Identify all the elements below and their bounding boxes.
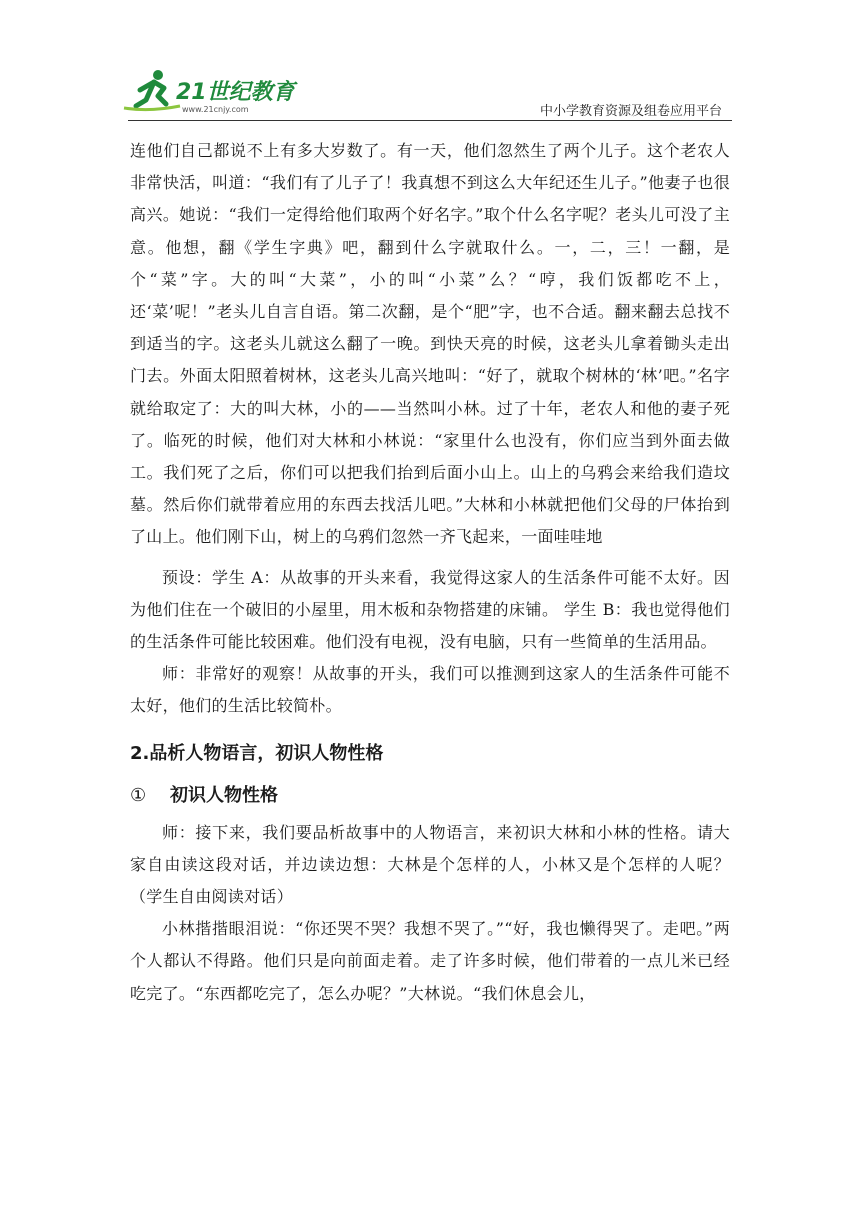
teacher-paragraph-1: 师：非常好的观察！从故事的开头，我们可以推测到这家人的生活条件可能不太好，他们的生活比较简朴。: [130, 664, 730, 716]
document-body: [130, 135, 730, 1010]
page-header: [0, 0, 860, 125]
dialogue-paragraph: 小林揩揩眼泪说：“你还哭不哭？我想不哭了。”“好，我也懒得哭了。走吧。”两个人都认不得路。他们只是向前面走着。走了许多时候，他们带着的一点儿米已经吃完了。“东西都吃完了，怎么办呢？”大林说。“我们休息会儿，: [130, 919, 730, 1003]
story-paragraph: 连他们自己都说不上有多大岁数了。有一天，他们忽然生了两个儿子。这个老农人非常快活，叫道：“我们有了儿子了！我真想不到这么大年纪还生儿子。”他妻子也很高兴。她说：“我们一定得给他们取两个好名字。”取个什么名字呢？老头儿可没了主意。他想，翻《学生字典》吧，翻到什么字就取什么。一，二，三！一翻，是个“菜”字。大的叫“大菜”，小的叫“小菜”么？“哼，我们饭都吃不上，还‘菜’呢！”老头儿自言自语。第二次翻，是个“肥”字，也不合适。翻来翻去总找不到适当的字。这老头儿就这么翻了一晚。到快天亮的时候，这老头儿拿着锄头走出门去。外面太阳照着树林，这老头儿高兴地叫：“好了，就取个树林的‘林’吧。”名字就给取定了：大的叫大林，小的——当然叫小林。过了十年，老农人和他的妻子死了。临死的时候，他们对大林和小林说：“家里什么也没有，你们应当到外面去做工。我们死了之后，你们可以把我们抬到后面小山上。山上的乌鸦会来给我们造坟墓。然后你们就带着应用的东西去找活儿吧。”大林和小林就把他们父母的尸体抬到了山上。他们刚下山，树上的乌鸦们忽然一齐飞起来，一面哇哇地: [130, 141, 730, 547]
logo-url-text: www.21cnjy.com: [182, 105, 249, 114]
section-heading: 2.品析人物语言，初识人物性格: [130, 742, 384, 764]
preset-paragraph: 预设：学生 A：从故事的开头来看，我觉得这家人的生活条件可能不太好。因为他们住在一个破旧的小屋里，用木板和杂物搭建的床铺。 学生 B：我也觉得他们的生活条件可能比较困难。他们没有电视，没有电脑，只有一些简单的生活用品。: [130, 567, 730, 652]
runner-logo-icon: [120, 68, 300, 118]
subsection-title: 初识人物性格: [170, 784, 278, 806]
teacher-paragraph-2: 师：接下来，我们要品析故事中的人物语言，来初识大林和小林的性格。请大家自由读这段对话，并边读边想：大林是个怎样的人，小林又是个怎样的人呢？（学生自由阅读对话）: [130, 822, 730, 907]
brand-logo: [120, 68, 300, 118]
platform-label: 中小学教育资源及组卷应用平台: [539, 104, 722, 119]
logo-text: 21世纪教育: [176, 80, 295, 105]
subsection-number: ①: [130, 784, 147, 806]
subsection-heading: [130, 775, 730, 817]
header-divider: [128, 120, 732, 121]
